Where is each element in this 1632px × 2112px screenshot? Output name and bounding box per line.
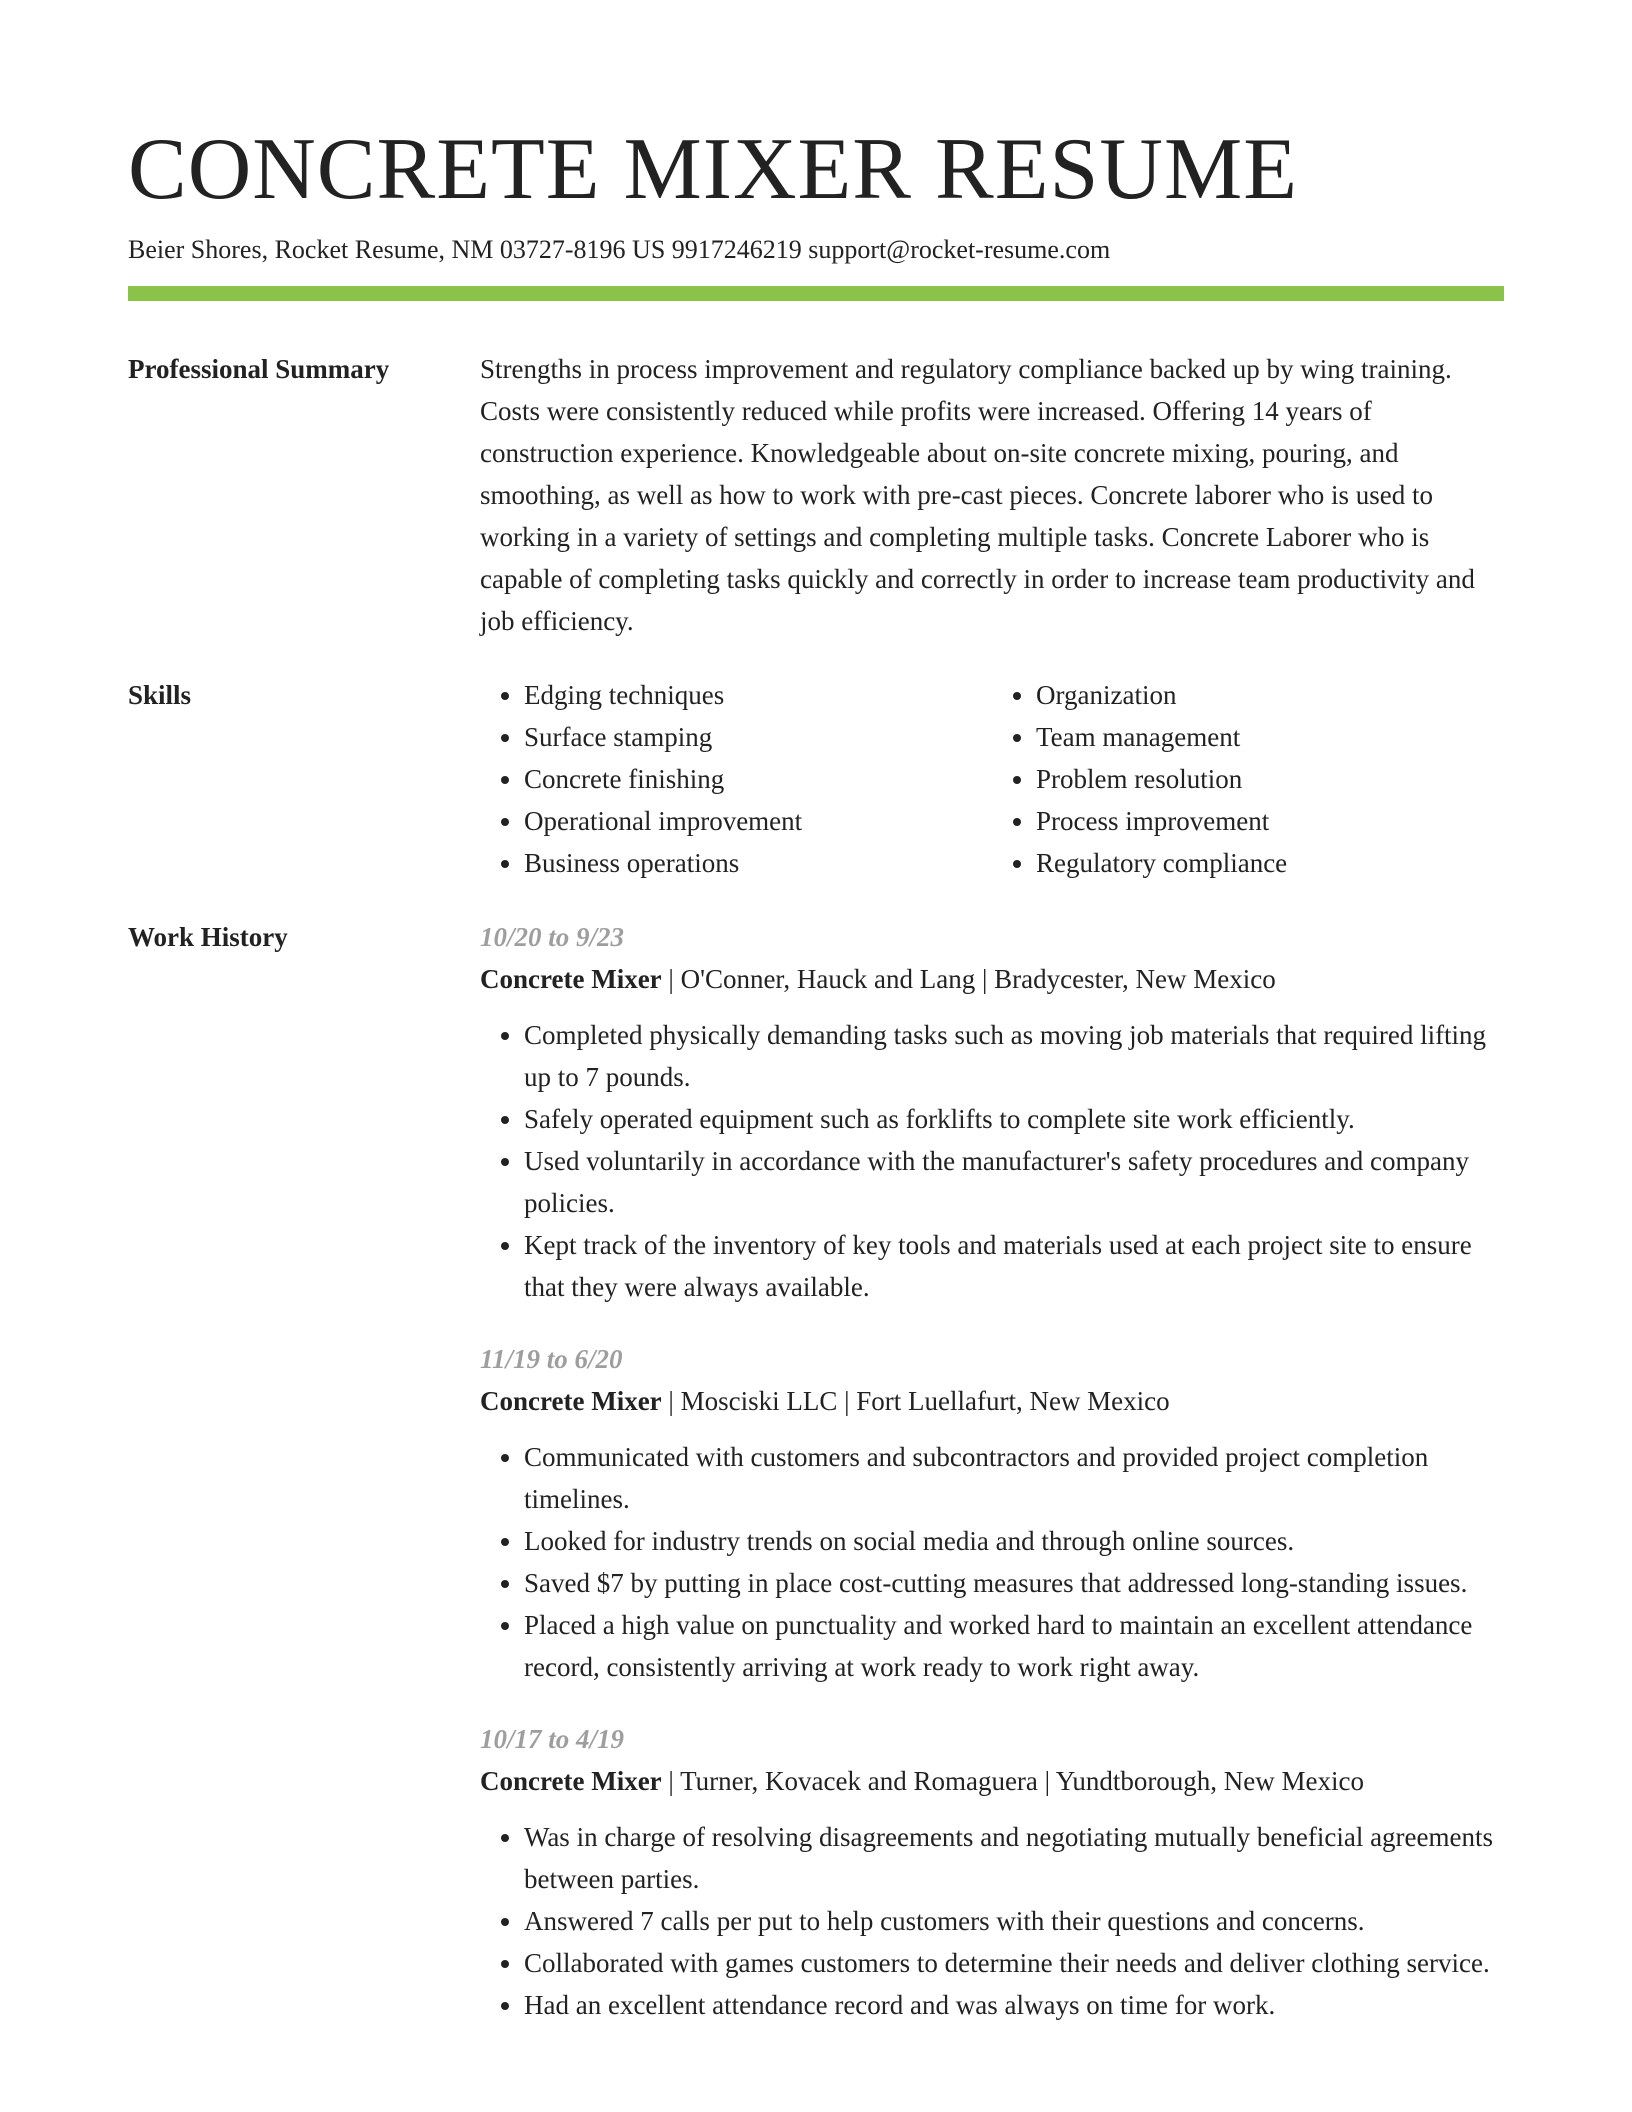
- job-dates: 10/20 to 9/23: [480, 922, 625, 952]
- job-bullet: • Placed a high value on punctuality and worked hard to maintain an excellent attendance record, consistently arriving at work ready to work right away.: [524, 1604, 1504, 1688]
- job-details: | Turner, Kovacek and Romaguera | Yundtborough, New Mexico: [661, 1766, 1365, 1796]
- skill-item: • Business operations: [524, 842, 992, 884]
- skill-item: • Regulatory compliance: [1036, 842, 1504, 884]
- job-entry: [480, 916, 1504, 1308]
- job-bullet: • Kept track of the inventory of key tools and materials used at each project site to ensure that they were always available.: [524, 1224, 1504, 1308]
- job-bullets: [480, 1436, 1504, 1688]
- job-title-line: [480, 1380, 1504, 1422]
- summary-heading: Professional Summary: [128, 354, 390, 384]
- job-entry: [480, 1718, 1504, 2026]
- job-title: Concrete Mixer: [480, 1386, 662, 1416]
- skill-item: • Problem resolution: [1036, 758, 1504, 800]
- job-bullet: • Looked for industry trends on social media and through online sources.: [524, 1520, 1504, 1562]
- work-history-body: [480, 916, 1504, 2056]
- job-details: | Mosciski LLC | Fort Luellafurt, New Mexico: [661, 1386, 1170, 1416]
- job-dates: 10/17 to 4/19: [480, 1724, 625, 1754]
- skills-list-left: [480, 674, 992, 884]
- job-bullet: • Collaborated with games customers to determine their needs and deliver clothing service.: [524, 1942, 1504, 1984]
- resume-header: [128, 118, 1504, 268]
- job-bullet: • Answered 7 calls per put to help customers with their questions and concerns.: [524, 1900, 1504, 1942]
- job-bullets: [480, 1014, 1504, 1308]
- skill-item: • Surface stamping: [524, 716, 992, 758]
- skills-heading: Skills: [128, 680, 192, 710]
- skill-item: • Organization: [1036, 674, 1504, 716]
- job-details: | O'Conner, Hauck and Lang | Bradycester, New Mexico: [661, 964, 1276, 994]
- summary-text: Strengths in process improvement and regulatory compliance backed up by wing training. Costs were consistently reduced while profits were increased. Offering 14 years of construction experience. Knowledgeable about on-site concrete mixing, pouring, and smoothing, as well as how to work with pre-cast pieces. Concrete laborer who is used to working in a variety of settings and completing multiple tasks. Concrete Laborer who is capable of completing tasks quickly and correctly in order to increase team productivity and job efficiency.: [480, 354, 1475, 636]
- header-divider: [128, 286, 1504, 301]
- skills-body: [480, 674, 1504, 884]
- job-title: Concrete Mixer: [480, 964, 662, 994]
- job-title: Concrete Mixer: [480, 1766, 662, 1796]
- skill-item: • Edging techniques: [524, 674, 992, 716]
- skill-item: • Team management: [1036, 716, 1504, 758]
- job-dates: 11/19 to 6/20: [480, 1344, 623, 1374]
- job-bullet: • Was in charge of resolving disagreements and negotiating mutually beneficial agreements between parties.: [524, 1816, 1504, 1900]
- contact-line: Beier Shores, Rocket Resume, NM 03727-8196 US 9917246219 support@rocket-resume.com: [128, 235, 1111, 264]
- job-entry: [480, 1338, 1504, 1688]
- job-bullet: • Used voluntarily in accordance with the manufacturer's safety procedures and company policies.: [524, 1140, 1504, 1224]
- job-bullet: • Completed physically demanding tasks such as moving job materials that required lifting up to 7 pounds.: [524, 1014, 1504, 1098]
- job-title-line: [480, 1760, 1504, 1802]
- work-history-heading: Work History: [128, 922, 288, 952]
- job-bullets: [480, 1816, 1504, 2026]
- resume-title: CONCRETE MIXER RESUME: [128, 121, 1298, 218]
- skill-item: • Concrete finishing: [524, 758, 992, 800]
- skills-list-right: [992, 674, 1504, 884]
- job-title-line: [480, 958, 1504, 1000]
- job-bullet: • Had an excellent attendance record and was always on time for work.: [524, 1984, 1504, 2026]
- job-bullet: • Saved $7 by putting in place cost-cutting measures that addressed long-standing issues.: [524, 1562, 1504, 1604]
- skill-item: • Operational improvement: [524, 800, 992, 842]
- job-bullet: • Communicated with customers and subcontractors and provided project completion timelines.: [524, 1436, 1504, 1520]
- summary-body: [480, 348, 1504, 642]
- skill-item: • Process improvement: [1036, 800, 1504, 842]
- job-bullet: • Safely operated equipment such as forklifts to complete site work efficiently.: [524, 1098, 1504, 1140]
